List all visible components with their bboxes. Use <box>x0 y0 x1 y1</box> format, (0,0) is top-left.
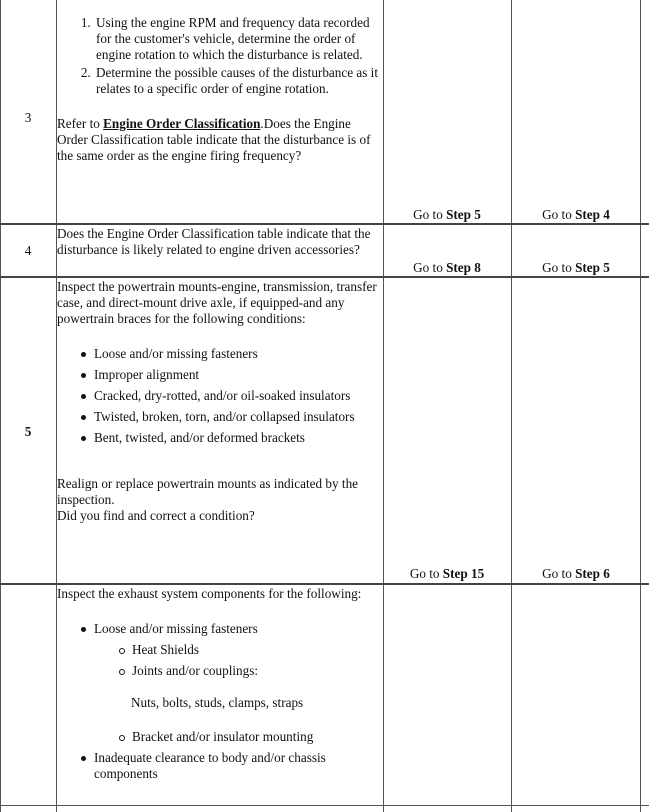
list-item: Bent, twisted, and/or deformed brackets <box>94 430 382 446</box>
step-link[interactable]: Step 6 <box>575 566 610 581</box>
question-text: .Does the Engine Order Classification table indicate that the disturbance is of the same order as the engine firing frequency? <box>57 116 371 163</box>
step-3-question <box>56 116 382 164</box>
substep-item: 2. Determine the possible causes of the disturbance as it relates to a specific order of engine rotation. <box>94 65 382 97</box>
yes-action: Go to Step 8 <box>413 260 481 275</box>
list-item: Improper alignment <box>94 367 382 383</box>
exhaust-condition-list <box>56 621 382 782</box>
list-item: Inadequate clearance to body and/or chassis components <box>94 750 382 782</box>
step-6-intro: Inspect the exhaust system components for the following: <box>57 586 362 601</box>
step-5-question: Did you find and correct a condition? <box>57 508 255 523</box>
list-item: Loose and/or missing fasteners <box>94 346 382 362</box>
table-border-right <box>640 0 641 812</box>
sub-list <box>94 729 382 745</box>
column-divider-2 <box>383 0 384 812</box>
step-link[interactable]: Step 5 <box>446 207 481 222</box>
condition-list <box>56 346 382 446</box>
step-link[interactable]: Step 15 <box>442 566 485 581</box>
no-action: Go to Step 6 <box>542 566 610 581</box>
sub-list-item: Heat Shields <box>132 642 382 658</box>
row-divider-4-5 <box>0 276 649 278</box>
list-item: Loose and/or missing fasteners Heat Shields Joints and/or couplings: Nuts, bolts, studs, clamps, straps Bracket and/or insulator mounting <box>94 621 382 745</box>
hardware-note: Nuts, bolts, studs, clamps, straps <box>131 695 304 710</box>
yes-action: Go to Step 15 <box>409 566 485 581</box>
step-4-question: Does the Engine Order Classification table indicate that the disturbance is likely related to engine driven accessories? <box>57 226 371 257</box>
list-item: Cracked, dry-rotted, and/or oil-soaked insulators <box>94 388 382 404</box>
refer-prefix: Refer to <box>57 116 104 131</box>
column-divider-3 <box>511 0 512 812</box>
row-divider-bottom <box>0 805 649 806</box>
row-divider-3-4 <box>0 223 649 225</box>
row-divider-5-6 <box>0 583 649 585</box>
step-3-content <box>56 15 382 164</box>
sub-list-item: Joints and/or couplings: <box>132 663 382 679</box>
step-number: 4 <box>24 243 32 258</box>
yes-action: Go to Step 5 <box>413 207 481 222</box>
no-action: Go to Step 4 <box>542 207 610 222</box>
substep-item: 1. Using the engine RPM and frequency data recorded for the customer's vehicle, determine the order of engine rotation to which the disturbance is related. <box>94 15 382 63</box>
step-link[interactable]: Step 5 <box>575 260 610 275</box>
step-6-content <box>56 586 382 787</box>
substep-list <box>56 15 382 97</box>
no-action: Go to Step 5 <box>542 260 610 275</box>
sub-list-item: Bracket and/or insulator mounting <box>132 729 382 745</box>
step-number: 3 <box>24 110 32 125</box>
list-item: Twisted, broken, torn, and/or collapsed insulators <box>94 409 382 425</box>
step-link[interactable]: Step 4 <box>575 207 610 222</box>
step-5-content <box>56 279 382 524</box>
engine-order-classification-link[interactable]: Engine Order Classification <box>103 116 261 131</box>
sub-list <box>94 642 382 679</box>
step-number: 5 <box>24 424 32 439</box>
step-5-action: Realign or replace powertrain mounts as indicated by the inspection. <box>57 476 359 507</box>
step-link[interactable]: Step 8 <box>446 260 481 275</box>
step-5-intro: Inspect the powertrain mounts-engine, transmission, transfer case, and direct-mount drive axle, if equipped-and any powertrain braces for the following conditions: <box>57 279 377 326</box>
